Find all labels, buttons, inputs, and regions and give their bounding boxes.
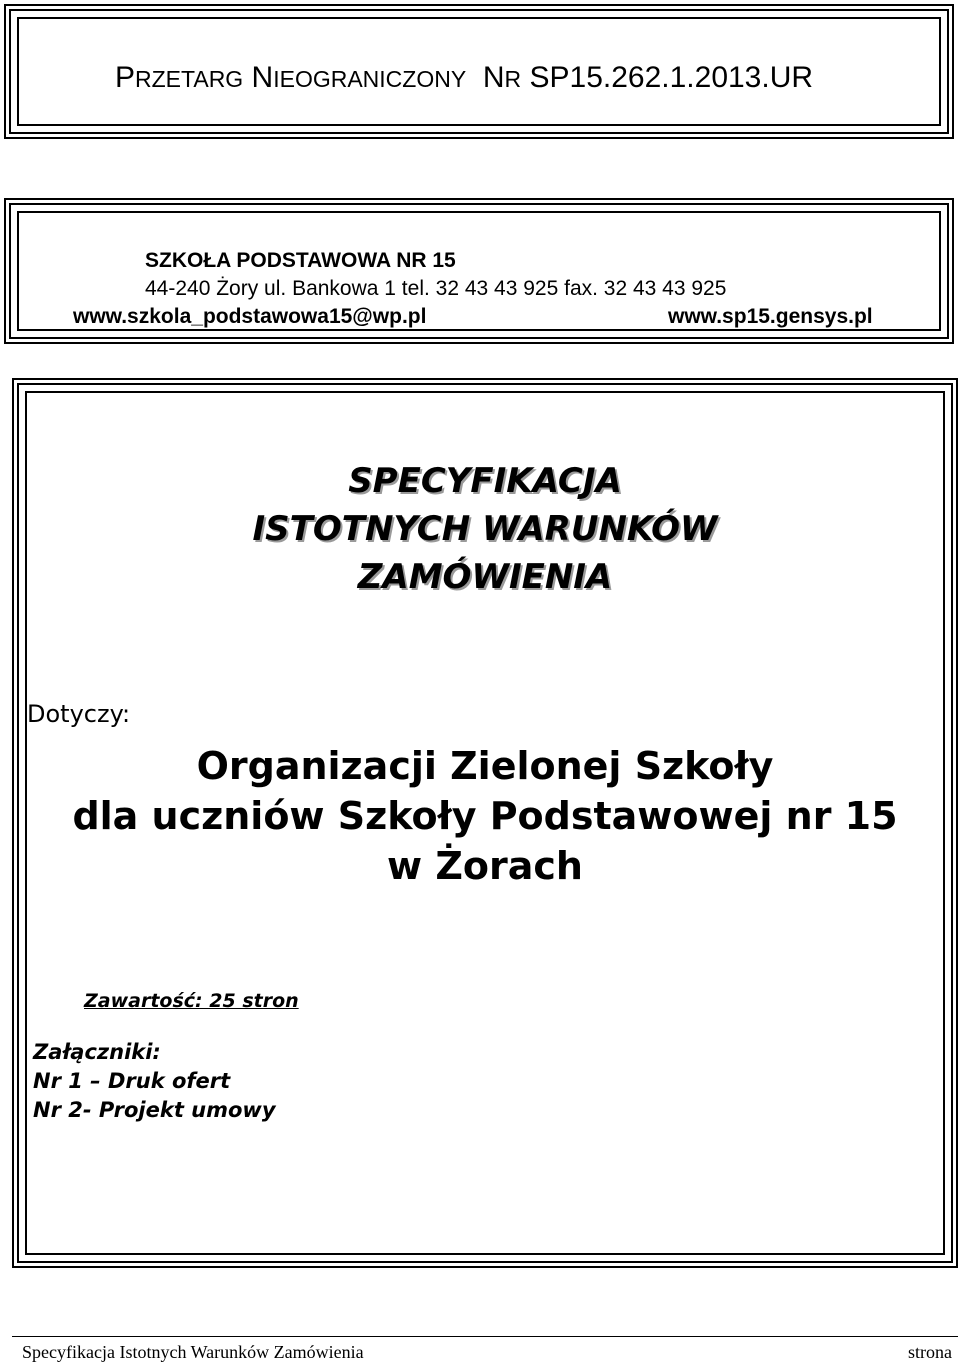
tender-title-n: N [251,61,274,94]
contents-info [84,990,305,1012]
tender-title-nr-r: R [504,66,522,92]
footer-title: Specyfikacja Istotnych Warunków Zamówienia [22,1342,364,1362]
school-website: www.sp15.gensys.pl [668,305,873,328]
attachment-item: Nr 1 – Druk ofert [33,1069,231,1093]
document-title-line: SPECYFIKACJA [348,461,622,501]
subject [27,741,943,891]
tender-header-inner [17,17,941,126]
subject-line: dla uczniów Szkoły Podstawowej nr 15 [72,794,898,838]
tender-title-p: P [115,61,136,94]
document-title-line: ZAMÓWIENIA [357,557,613,597]
contents-text: Zawartość: 25 stron [84,990,299,1012]
specification-inner [25,391,945,1255]
footer-divider [12,1336,958,1337]
document-title-line: ISTOTNYCH WARUNKÓW [252,509,718,549]
school-email: www.szkola_podstawowa15@wp.pl [73,305,427,328]
attachments [33,1038,276,1125]
school-name: SZKOŁA PODSTAWOWA NR 15 [145,249,456,272]
subject-line: w Żorach [387,844,583,888]
school-info-box [4,198,954,344]
attachments-label: Załączniki: [33,1040,161,1064]
footer-page-label: strona [908,1342,952,1362]
tender-number: SP15.262.1.2013.UR [529,61,814,94]
tender-title [115,61,813,95]
school-address: 44-240 Żory ul. Bankowa 1 tel. 32 43 43 925 fax. 32 43 43 925 [145,277,727,300]
specification-box [12,378,958,1268]
tender-title-rzetarg: RZETARG [135,66,244,92]
concerns-label: Dotyczy: [27,700,131,728]
school-info-inner [17,211,941,331]
subject-line: Organizacji Zielonej Szkoły [196,744,774,788]
document-title [27,457,943,601]
tender-title-nr-n: N [482,61,505,94]
attachment-item: Nr 2- Projekt umowy [33,1098,276,1122]
tender-title-ieograniczony: IEOGRANICZONY [273,66,467,92]
tender-header-box [4,4,954,139]
